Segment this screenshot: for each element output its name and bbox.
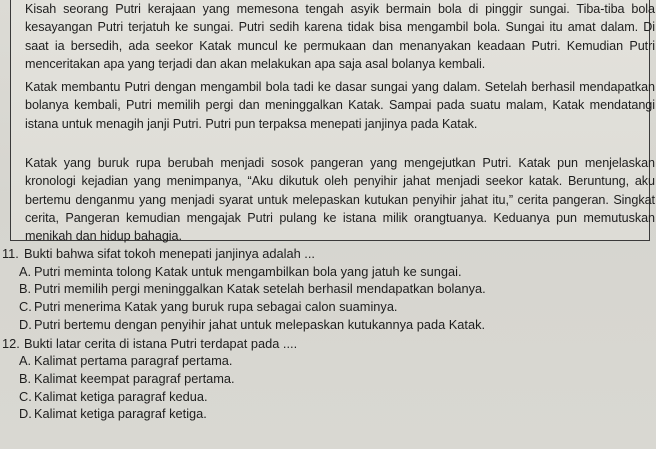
answer-option-11a[interactable] [0, 263, 656, 281]
option-text: Kalimat pertama paragraf pertama. [34, 353, 233, 369]
option-text: Kalimat keempat paragraf pertama. [34, 370, 235, 386]
passage-paragraph-3: Katak yang buruk rupa berubah menjadi sosok pangeran yang mengejutkan Putri. Katak pun menjelaskan kronologi kejadian yang menimpanya, “Aku dikutuk oleh penyihir jahat menjadi seekor katak. Beruntung, aku bertemu denganmu yang menjadi syarat untuk melepaskan kutukan penyihir jahat itu,” cerita pangeran. Singkat cerita, Pangeran kemudian mengajak Putri pulang ke istana milik orangtuanya. Keduanya pun memutuskan menikah dan hidup bahagia. [25, 156, 655, 244]
option-text: Putri meminta tolong Katak untuk mengambilkan bola yang jatuh ke sungai. [34, 263, 462, 279]
question-list [0, 245, 656, 423]
option-letter: D. [19, 316, 32, 332]
answer-option-12b[interactable] [0, 370, 656, 388]
passage-paragraph-2: Katak membantu Putri dengan mengambil bola tadi ke dasar sungai yang dalam. Setelah berhasil mendapatkan bolanya kembali, Putri memilih pergi dan meninggalkan Katak. Sampai pada suatu malam, Katak mendatangi istana untuk menagih janji Putri. Putri pun terpaksa menepati janjinya pada Katak. [25, 80, 655, 131]
question-text: Bukti bahwa sifat tokoh menepati janjinya adalah ... [24, 246, 315, 261]
answer-option-12d[interactable] [0, 405, 656, 423]
story-passage-box [10, 0, 655, 244]
option-letter: C. [19, 299, 32, 315]
option-letter: A. [19, 263, 32, 279]
answer-option-12c[interactable] [0, 388, 656, 406]
answer-option-12a[interactable] [0, 352, 656, 370]
option-letter: C. [19, 388, 32, 404]
question-text: Bukti latar cerita di istana Putri terdapat pada .... [24, 335, 298, 351]
answer-option-11d[interactable] [0, 316, 656, 334]
question-number: 12. [2, 335, 20, 351]
option-text: Putri menerima Katak yang buruk rupa sebagai calon suaminya. [34, 299, 398, 315]
answer-option-11b[interactable] [0, 280, 656, 298]
option-text: Putri bertemu dengan penyihir jahat untuk melepaskan kutukannya pada Katak. [34, 316, 486, 332]
passage-paragraph-1: Kisah seorang Putri kerajaan yang memesona tengah asyik bermain bola di pinggir sungai. Tiba-tiba bola kesayangan Putri terjatuh ke sungai. Putri sedih karena tidak bisa mengambil bola. Sungai itu amat dalam. Di saat ia bersedih, ada seekor Katak muncul ke permukaan dan menanyakan keadaan Putri. Kemudian Putri menceritakan apa yang terjadi dan akan melakukan apa saja asal bolanya kembali. [25, 2, 655, 71]
option-letter: B. [19, 370, 32, 386]
answer-option-11c[interactable] [0, 298, 656, 316]
option-text: Kalimat ketiga paragraf kedua. [34, 388, 208, 404]
option-letter: B. [19, 281, 32, 297]
question-11 [0, 245, 656, 263]
option-text: Putri memilih pergi meninggalkan Katak setelah berhasil mendapatkan bolanya. [34, 281, 486, 297]
option-text: Kalimat ketiga paragraf ketiga. [34, 406, 207, 422]
question-number: 11. [2, 246, 19, 261]
option-letter: D. [19, 406, 32, 422]
option-letter: A. [19, 353, 32, 369]
question-12 [0, 335, 656, 353]
